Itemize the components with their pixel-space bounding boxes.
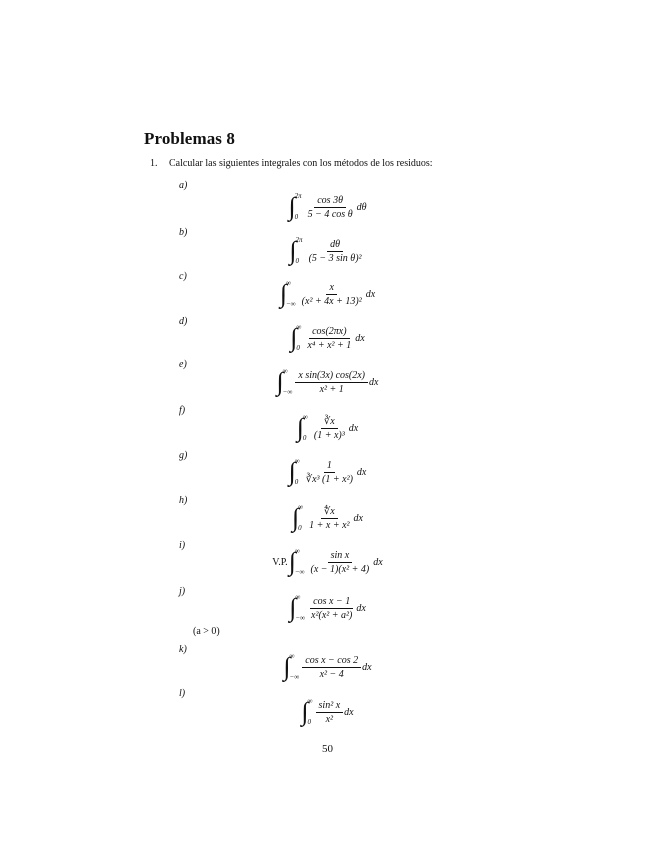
lower-limit: −∞ — [282, 388, 293, 396]
numerator: cos x − 1 — [310, 596, 353, 609]
integral-formula — [0, 455, 655, 489]
numerator: sin² x — [316, 700, 344, 713]
upper-limit: 2π — [295, 236, 303, 244]
lower-limit: 0 — [294, 478, 299, 486]
upper-limit: ∞ — [282, 367, 288, 375]
numerator: x sin(3x) cos(2x) — [295, 370, 368, 383]
numerator: x — [326, 282, 336, 295]
integrand-fraction — [295, 370, 368, 395]
numerator: ∛x — [321, 416, 338, 429]
problem-statement: Calcular las siguientes integrales con los métodos de los residuos: — [169, 158, 433, 169]
integrand-fraction — [306, 239, 365, 264]
differential: dx — [362, 661, 372, 673]
denominator: x² — [325, 713, 334, 725]
lower-limit: −∞ — [289, 673, 300, 681]
differential: dx — [348, 422, 359, 434]
lower-limit: −∞ — [295, 614, 306, 622]
lower-limit: 0 — [302, 434, 307, 442]
problem-label: c) — [179, 271, 187, 282]
integrand-fraction — [299, 282, 365, 307]
problem-label: k) — [179, 644, 187, 655]
integrand-fraction — [308, 596, 355, 621]
integral-sign: ∫ ∞ 0 — [301, 697, 313, 726]
integrand-fraction — [302, 655, 361, 680]
lower-limit: 0 — [295, 257, 300, 265]
problem-intro — [150, 158, 433, 169]
integral-sign: ∫ ∞ −∞ — [288, 547, 305, 576]
upper-limit: ∞ — [289, 652, 295, 660]
denominator: x²(x² + a²) — [311, 609, 353, 621]
numerator: cos 3θ — [314, 195, 346, 208]
integral-formula — [0, 190, 655, 224]
problem-label: b) — [179, 227, 188, 238]
integral-formula — [0, 695, 655, 729]
upper-limit: ∞ — [307, 697, 313, 705]
differential: dθ — [356, 201, 367, 213]
problem-condition: (a > 0) — [193, 626, 220, 637]
integral-sign: ∫ ∞ 0 — [292, 503, 304, 532]
integral-sign: ∫ ∞ −∞ — [276, 367, 293, 396]
integral-formula — [0, 277, 655, 311]
problem-label: a) — [179, 180, 188, 191]
integrand-fraction — [311, 416, 348, 441]
integrand-fraction — [308, 550, 373, 575]
upper-limit: ∞ — [298, 503, 304, 511]
numerator: dθ — [327, 239, 343, 252]
problem-label: j) — [179, 586, 186, 597]
problem-label: i) — [179, 540, 186, 551]
upper-limit: ∞ — [285, 279, 291, 287]
problem-label: f) — [179, 405, 186, 416]
differential: dx — [373, 556, 383, 568]
problem-number: 1. — [150, 158, 158, 169]
denominator: 1 + x + x² — [309, 519, 350, 531]
integrand-fraction — [303, 460, 356, 485]
integral-sign: ∫ ∞ 0 — [296, 413, 308, 442]
integral-formula — [0, 545, 655, 579]
numerator: cos(2πx) — [309, 326, 349, 339]
integrand-fraction — [316, 700, 344, 725]
numerator: sin x — [328, 550, 353, 563]
upper-limit: ∞ — [294, 457, 300, 465]
denominator: (x² + 4x + 13)² — [301, 295, 362, 307]
differential: dx — [356, 602, 366, 614]
denominator: (1 + x)³ — [313, 429, 345, 441]
lower-limit: 0 — [307, 718, 312, 726]
integral-formula — [0, 321, 655, 355]
principal-value-prefix: V.P. — [272, 556, 288, 568]
page-number: 50 — [322, 743, 333, 755]
differential: dx — [356, 466, 367, 478]
integral-formula — [0, 365, 655, 399]
integrand-fraction — [304, 326, 354, 351]
upper-limit: 2π — [294, 192, 302, 200]
integral-sign: ∫ 2π 0 — [288, 192, 302, 221]
upper-limit: ∞ — [295, 593, 301, 601]
upper-limit: ∞ — [294, 547, 300, 555]
problem-label: e) — [179, 359, 187, 370]
differential: dx — [365, 288, 376, 300]
integral-sign: ∫ ∞ −∞ — [289, 593, 306, 622]
denominator: x² − 4 — [319, 668, 344, 680]
problem-label: l) — [179, 688, 186, 699]
integral-formula — [0, 501, 655, 535]
numerator: ∜x — [321, 506, 338, 519]
denominator: (x − 1)(x² + 4) — [310, 563, 370, 575]
problem-label: h) — [179, 495, 188, 506]
integral-sign: ∫ ∞ −∞ — [279, 279, 296, 308]
lower-limit: 0 — [294, 213, 299, 221]
differential: dx — [353, 512, 363, 524]
integral-formula — [0, 650, 655, 684]
integral-formula — [0, 411, 655, 445]
lower-limit: −∞ — [294, 568, 305, 576]
integral-sign: ∫ 2π 0 — [289, 236, 303, 265]
integrand-fraction — [305, 195, 356, 220]
problem-label: d) — [179, 316, 188, 327]
page-title: Problemas 8 — [144, 129, 235, 148]
integral-sign: ∫ ∞ −∞ — [283, 652, 300, 681]
integrand-fraction — [306, 506, 352, 531]
integral-formula — [0, 234, 655, 268]
differential: dx — [369, 376, 379, 388]
denominator: (5 − 3 sin θ)² — [308, 252, 362, 264]
integral-sign: ∫ ∞ 0 — [288, 457, 300, 486]
numerator: cos x − cos 2 — [302, 655, 361, 668]
denominator: 5 − 4 cos θ — [307, 208, 353, 220]
problem-label: g) — [179, 450, 188, 461]
lower-limit: 0 — [296, 344, 300, 352]
denominator: x² + 1 — [319, 383, 344, 395]
integral-sign: ∫ ∞ 0 — [290, 323, 302, 352]
differential: dx — [344, 706, 354, 718]
integral-formula — [0, 591, 655, 625]
upper-limit: ∞ — [296, 323, 302, 331]
differential: dx — [355, 332, 365, 344]
upper-limit: ∞ — [302, 413, 308, 421]
lower-limit: 0 — [298, 524, 302, 532]
denominator: x⁴ + x² + 1 — [307, 339, 352, 351]
lower-limit: −∞ — [285, 300, 296, 308]
denominator: ∛x³ (1 + x²) — [305, 473, 353, 485]
numerator: 1 — [324, 460, 335, 473]
